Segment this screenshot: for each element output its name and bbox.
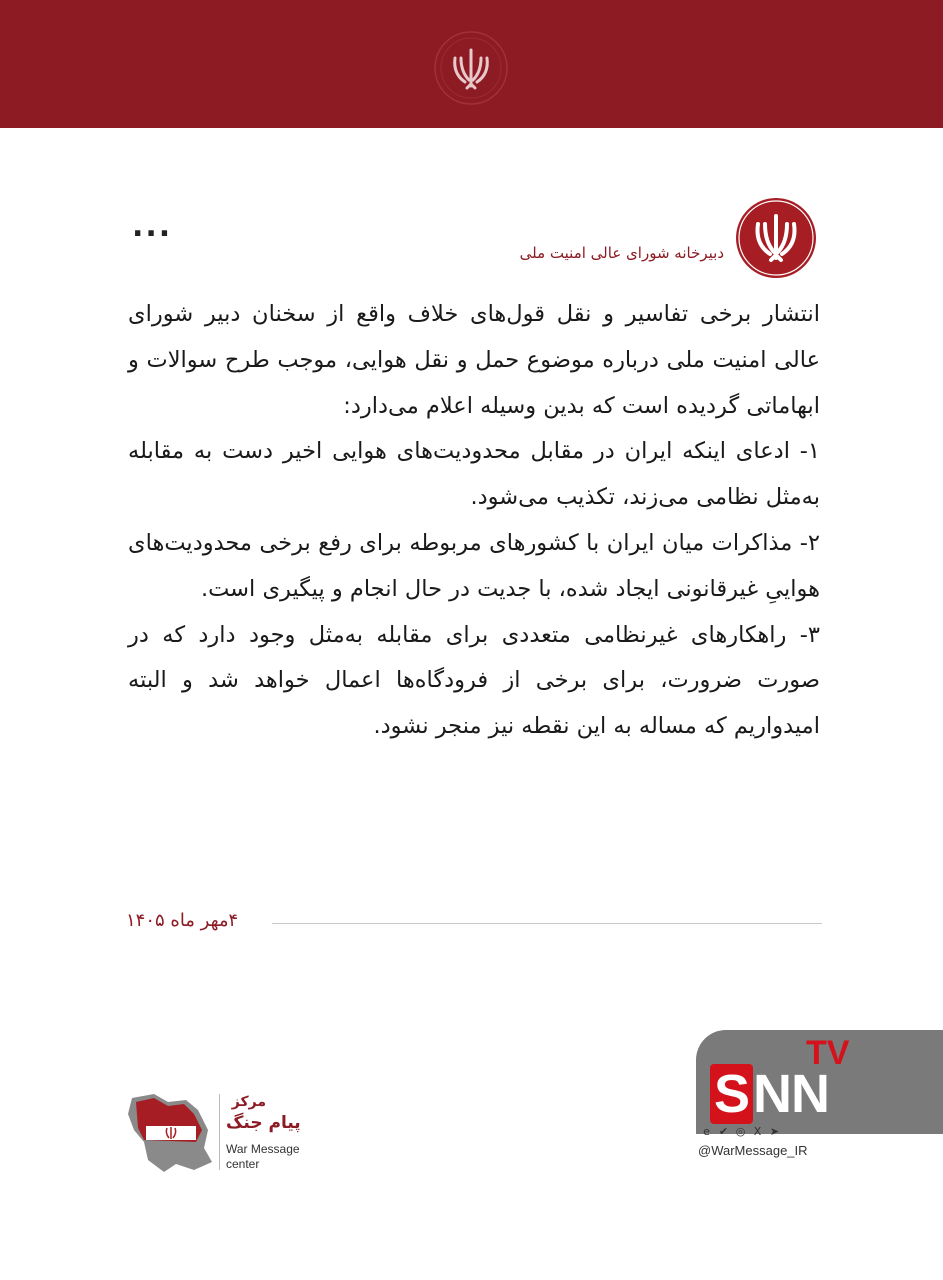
- war-message-en-line1: War Message: [226, 1142, 300, 1156]
- statement-item-2: ۲- مذاکرات میان ایران با کشورهای مربوطه برای رفع برخی محدودیت‌های هواییِ غیرقانونی ایجاد شده، با جدیت در حال انجام و پیگیری است.: [128, 529, 820, 602]
- eitaa-icon[interactable]: e: [703, 1124, 710, 1138]
- iran-map-flag-icon: [124, 1086, 216, 1178]
- snn-logo: [710, 1064, 870, 1124]
- date-divider: [272, 923, 822, 924]
- check-icon[interactable]: ✔: [718, 1124, 729, 1138]
- statement-item-3: ۳- راهکارهای غیرنظامی متعددی برای مقابله به‌مثل وجود دارد که در صورت ضرورت، برای برخی از فرودگاه‌ها اعمال خواهد شد و البته امیدواریم که مساله به این نقطه نیز منجر نشود.: [128, 621, 820, 740]
- emblem-of-iran-icon: [736, 198, 816, 278]
- more-dots-icon: ...: [132, 209, 173, 244]
- statement-item-1: ۱- ادعای اینکه ایران در مقابل محدودیت‌های هوایی اخیر دست به مقابله به‌مثل نظامی می‌زند، تکذیب می‌شود.: [128, 438, 820, 511]
- x-icon[interactable]: X: [753, 1124, 762, 1138]
- account-handle[interactable]: @WarMessage_IR: [698, 1143, 808, 1158]
- statement-body: [128, 292, 820, 750]
- war-message-en-line2: center: [226, 1157, 260, 1171]
- snn-logo-rest: NN: [753, 1064, 830, 1124]
- rubika-icon[interactable]: ◎: [735, 1124, 746, 1138]
- social-icons: [700, 1122, 820, 1140]
- date-row: [126, 904, 822, 940]
- war-center-label-fa: مرکز: [231, 1094, 266, 1110]
- statement-intro: انتشار برخی تفاسیر و نقل قول‌های خلاف واقع از سخنان دبیر شورای عالی امنیت ملی درباره موضوع حمل و نقل هوایی، موجب طرح سوالات و ابهاماتی گردیده است که بدین وسیله اعلام می‌دارد:: [128, 301, 820, 419]
- branding-divider: [219, 1094, 220, 1170]
- org-name: دبیرخانه شورای عالی امنیت ملی: [519, 244, 724, 262]
- telegram-icon[interactable]: ➤: [769, 1124, 780, 1138]
- war-message-label-en: [226, 1142, 316, 1178]
- org-logo: [734, 196, 818, 280]
- more-options-button[interactable]: [132, 209, 173, 244]
- emblem-of-iran-icon: [431, 28, 511, 108]
- snn-logo-s: S: [710, 1064, 753, 1124]
- snn-tv-label: TV: [806, 1034, 850, 1072]
- publish-date: ۴مهر ماه ۱۴۰۵: [126, 910, 239, 931]
- header-banner: [0, 0, 943, 128]
- war-message-label-fa: پیام جنگ: [226, 1113, 301, 1133]
